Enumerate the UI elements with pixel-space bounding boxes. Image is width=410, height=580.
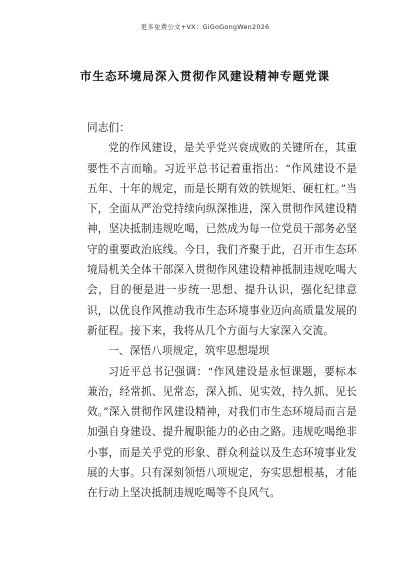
section-paragraph: 习近平总书记强调：“作风建设是永恒课题，要标本兼治，经常抓、见常态，深入抓、见实效，持久抓、见长效。”深入贯彻作风建设精神，对我们市生态环境局而言是加强自身建设、提升履职能力的必由之路。违规吃喝绝非小事，而是关乎党的形象、群众利益以及生态环境事业发展的大事。只有深刻领悟八项规定，夯实思想根基，才能在行动上坚决抵制违规吃喝等不良风气。 [87, 365, 357, 500]
salutation: 同志们： [87, 122, 130, 134]
header-note: 更多免费公文+VX：GiGoGongWen2026 [140, 23, 270, 31]
section-heading: 一、深悟八项规定，筑牢思想堤坝 [108, 345, 270, 358]
document-body [87, 118, 357, 504]
intro-paragraph: 党的作风建设，是关乎党兴衰成败的关键所在，其重要性不言而喻。习近平总书记着重指出：“作风建设不是五年、十年的规定，而是长期有效的铁规矩、硬杠杠。”当下，全面从严治党持续向纵深推进，深入贯彻作风建设精神，坚决抵制违规吃喝，已然成为每一位党员干部务必坚守的重要政治底线。今日，我们齐聚于此，召开市生态环境局机关全体干部深入贯彻作风建设精神抵制违规吃喝大会，目的便是进一步统一思想、提升认识，强化纪律意识，以优良作风推动我市生态环境事业迈向高质量发展的新征程。接下来，我将从几个方面与大家深入交流。 [87, 142, 357, 337]
document-title: 市生态环境局深入贯彻作风建设精神专题党课 [80, 69, 330, 83]
